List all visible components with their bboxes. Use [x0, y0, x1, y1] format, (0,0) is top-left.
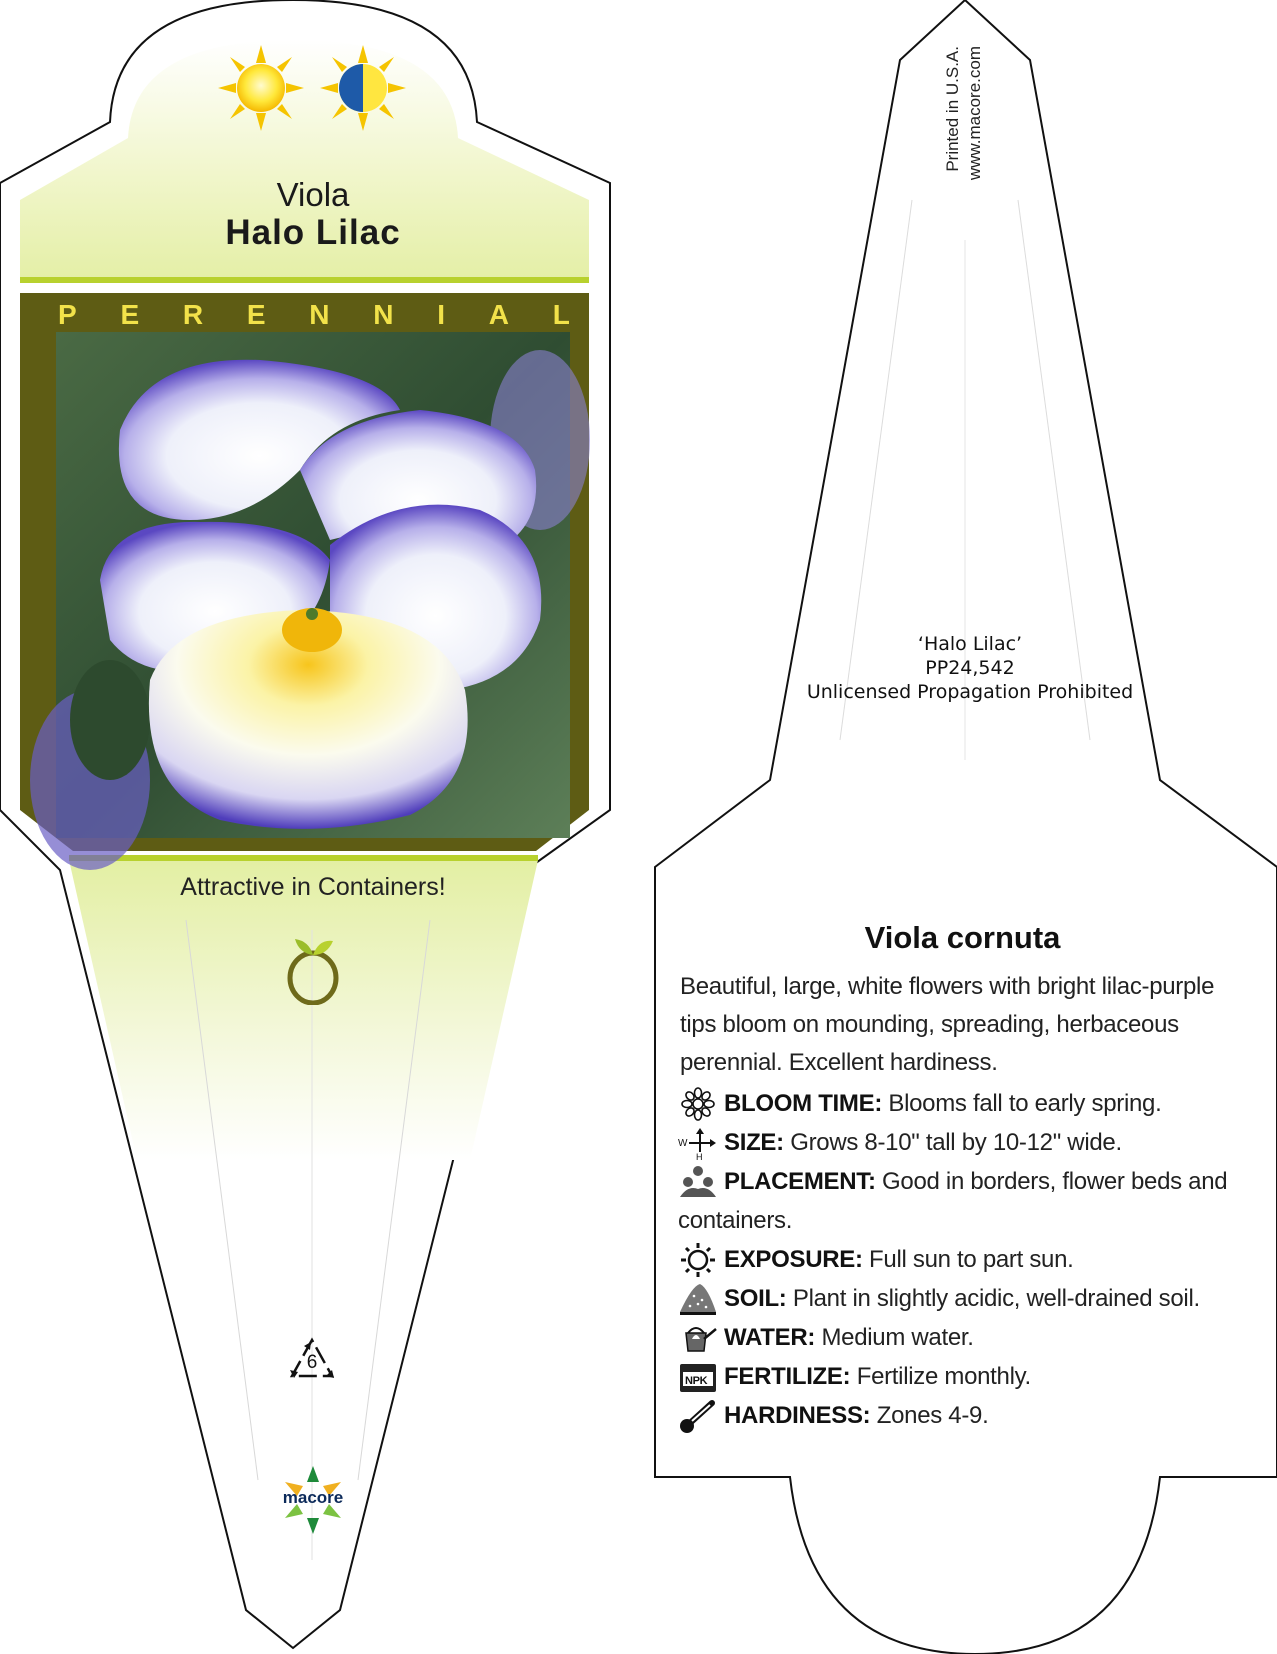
care-text: Medium water.: [821, 1324, 974, 1351]
care-label: PLACEMENT:: [724, 1168, 876, 1195]
genus-name: Viola: [276, 176, 350, 213]
category-label: [58, 298, 570, 332]
category-letter: A: [488, 299, 510, 330]
svg-text:W: W: [678, 1138, 688, 1149]
recycle-number: 6: [306, 1352, 318, 1373]
care-text: Zones 4-9.: [876, 1402, 989, 1429]
care-size: [678, 1123, 1248, 1162]
care-text: Grows 8-10" tall by 10-12" wide.: [790, 1129, 1122, 1156]
patent-cultivar: ‘Halo Lilac’: [917, 633, 1023, 655]
species-name: Viola cornuta: [864, 920, 1061, 955]
category-letter: E: [120, 299, 140, 330]
category-letter: N: [309, 299, 330, 330]
patent-notice: Unlicensed Propagation Prohibited: [806, 681, 1134, 703]
patent-number: PP24,542: [925, 657, 1015, 679]
svg-text:H: H: [696, 1152, 703, 1160]
care-label: FERTILIZE:: [724, 1363, 851, 1390]
care-text: Fertilize monthly.: [856, 1363, 1031, 1390]
care-label: BLOOM TIME:: [724, 1090, 883, 1117]
category-letter: P: [58, 299, 77, 330]
care-label: SOIL:: [724, 1285, 787, 1312]
care-text: Good in borders, flower beds and: [882, 1168, 1228, 1195]
care-water: [678, 1318, 1248, 1357]
flower-icon: [678, 1087, 718, 1121]
category-letter: R: [182, 299, 204, 330]
size-icon: [678, 1126, 718, 1160]
svg-text:NPK: NPK: [685, 1375, 708, 1387]
care-text: Plant in slightly acidic, well-drained soil.: [792, 1285, 1200, 1312]
category-letter: I: [437, 299, 446, 330]
container-icon: [285, 935, 341, 1005]
brand-name: macore: [282, 1488, 344, 1507]
full-sun-icon: [218, 45, 304, 131]
cultivar-name: Halo Lilac: [225, 213, 401, 252]
description: Beautiful, large, white flowers with bright lilac-purple tips bloom on mounding, spreading, herbaceous perennial. Excellent hardiness.: [680, 973, 1215, 1076]
care-text-continuation: containers.: [678, 1207, 793, 1234]
care-hardiness: [678, 1396, 1248, 1435]
care-text: Blooms fall to early spring.: [888, 1090, 1162, 1117]
soil-icon: [678, 1282, 718, 1316]
flower-photo: [30, 332, 590, 870]
category-letter: N: [373, 299, 394, 330]
care-placement: [678, 1162, 1248, 1240]
patent-info: [760, 632, 1180, 704]
care-soil: [678, 1279, 1248, 1318]
tagline: Attractive in Containers!: [180, 873, 446, 901]
npk-icon: [678, 1360, 718, 1394]
care-label: HARDINESS:: [724, 1402, 871, 1429]
care-fertilize: [678, 1357, 1248, 1396]
watering-can-icon: [678, 1321, 718, 1355]
printed-country: Printed in U.S.A.: [943, 46, 962, 172]
printed-info: [942, 46, 986, 256]
sun-icon: [678, 1243, 718, 1277]
care-exposure: [678, 1240, 1248, 1279]
care-label: SIZE:: [724, 1129, 784, 1156]
printed-website: www.macore.com: [965, 46, 984, 181]
thermometer-icon: [678, 1399, 718, 1433]
care-bloom-time: [678, 1084, 1248, 1123]
category-letter: L: [552, 299, 570, 330]
care-label: EXPOSURE:: [724, 1246, 863, 1273]
care-text: Full sun to part sun.: [869, 1246, 1074, 1273]
part-sun-icon: [320, 45, 406, 131]
placement-icon: [678, 1165, 718, 1199]
category-letter: E: [246, 299, 266, 330]
care-list: [678, 1084, 1248, 1435]
care-label: WATER:: [724, 1324, 816, 1351]
